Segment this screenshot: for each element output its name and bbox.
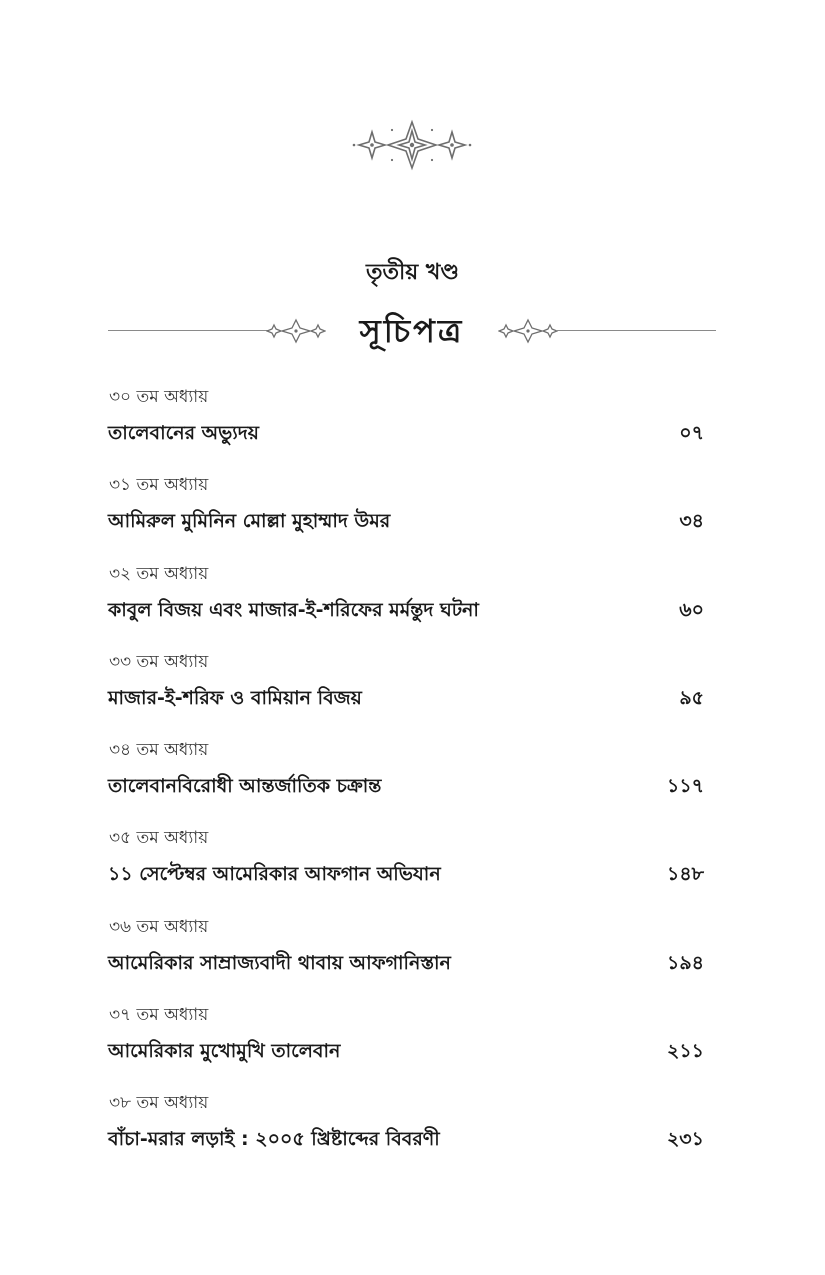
toc-entry [108, 910, 716, 998]
chapter-title: আমেরিকার সাম্রাজ্যবাদী থাবায় আফগানিস্তান [108, 951, 451, 974]
chapter-number: ৩১ তম অধ্যায় [109, 475, 209, 496]
toc-entry [108, 821, 716, 909]
chapter-title: তালেবানবিরোধী আন্তর্জাতিক চক্রান্ত [108, 775, 382, 798]
chapter-page-number: ১৯৪ [667, 951, 704, 974]
chapter-page-number: ২৩১ [666, 1128, 704, 1151]
chapter-page-number: ০৭ [679, 422, 704, 444]
mini-star-ornament-icon [498, 318, 558, 344]
toc-entry [108, 733, 716, 821]
chapter-number: ৩৭ তম অধ্যায় [109, 1005, 209, 1026]
chapter-number: ৩০ তম অধ্যায় [109, 387, 209, 407]
chapter-page-number: ১৪৮ [667, 863, 704, 886]
toc-entry [108, 645, 716, 733]
toc-list [108, 380, 716, 1175]
right-rule [556, 330, 716, 331]
chapter-number: ৩৬ তম অধ্যায় [109, 916, 209, 937]
chapter-title: কাবুল বিজয় এবং মাজার-ই-শরিফের মর্মন্তুদ ঘটনা [108, 598, 479, 621]
mini-star-ornament-icon [266, 318, 326, 344]
chapter-page-number: ৯৫ [679, 686, 704, 709]
chapter-number: ৩৪ তম অধ্যায় [109, 740, 209, 761]
toc-entry [108, 557, 716, 645]
chapter-page-number: ১১৭ [666, 775, 704, 798]
chapter-page-number: ৬০ [679, 598, 704, 621]
toc-entry [108, 380, 716, 468]
triple-star-ornament-icon [352, 118, 472, 172]
toc-title: সূচিপত্র [359, 312, 465, 350]
toc-entry [108, 1086, 716, 1174]
chapter-title: আমেরিকার মুখোমুখি তালেবান [108, 1040, 341, 1063]
chapter-number: ৩২ তম অধ্যায় [109, 563, 209, 584]
chapter-page-number: ৩৪ [679, 510, 704, 533]
toc-entry [108, 998, 716, 1086]
toc-entry [108, 468, 716, 556]
toc-header [108, 308, 716, 354]
chapter-title: আমিরুল মুমিনিন মোল্লা মুহাম্মাদ উমর [108, 510, 391, 533]
chapter-page-number: ২১১ [666, 1040, 704, 1063]
chapter-title: তালেবানের অভ্যুদয় [108, 422, 259, 444]
chapter-number: ৩৮ তম অধ্যায় [109, 1093, 209, 1114]
chapter-number: ৩৫ তম অধ্যায় [109, 828, 209, 849]
chapter-title: বাঁচা-মরার লড়াই : ২০০৫ খ্রিষ্টাব্দের বিবরণী [108, 1128, 440, 1151]
chapter-title: মাজার-ই-শরিফ ও বামিয়ান বিজয় [108, 686, 362, 709]
chapter-title: ১১ সেপ্টেম্বর আমেরিকার আফগান অভিযান [108, 863, 441, 886]
left-rule [108, 330, 268, 331]
part-label: তৃতীয় খণ্ড [365, 260, 460, 285]
chapter-number: ৩৩ তম অধ্যায় [109, 651, 209, 672]
